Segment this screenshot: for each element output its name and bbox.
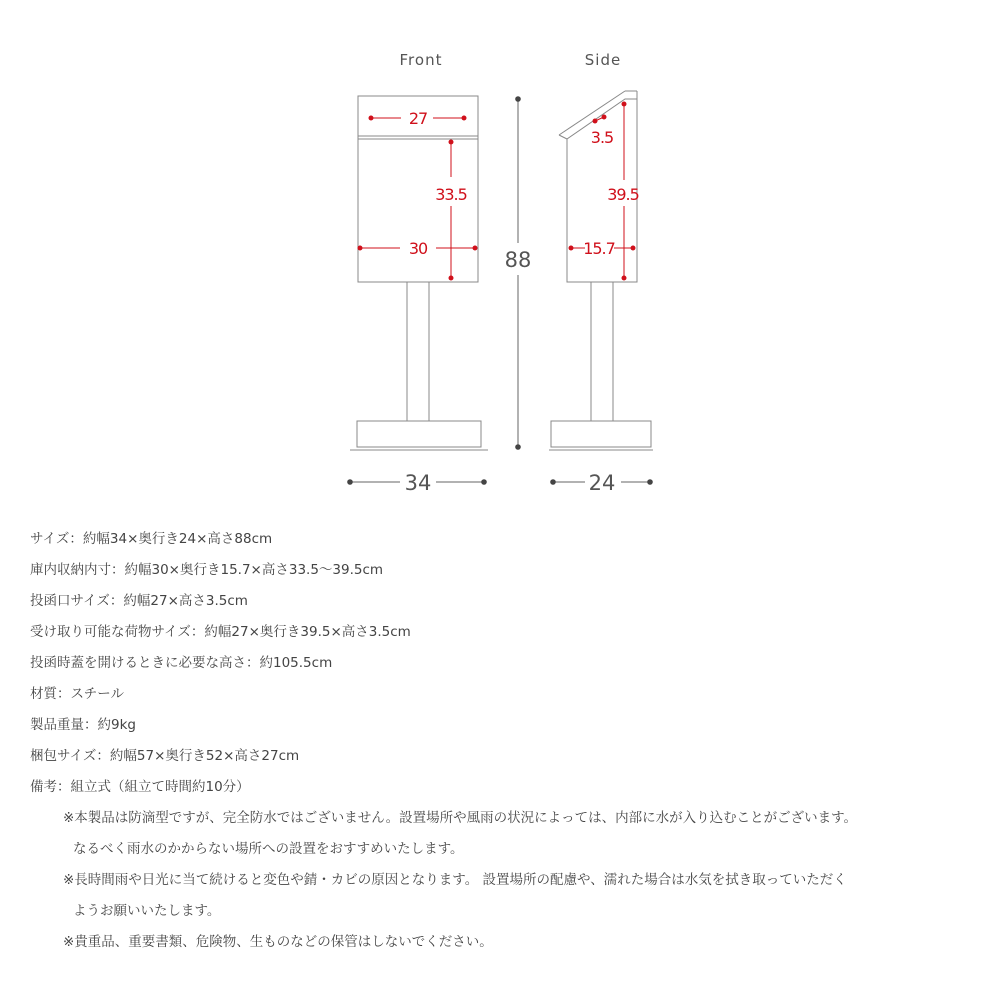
- spec-remarks: 備考：組立式（組立て時間約10分）: [30, 779, 250, 795]
- note-waterproof: ※本製品は防滴型ですが、完全防水ではございません。設置場所や風雨の状況によっては、内部に水が入り込むことがございます。: [63, 810, 858, 826]
- dim-point: [449, 276, 454, 281]
- spec-slot-size: 投函口サイズ：約幅27×高さ3.5cm: [30, 593, 248, 609]
- dim-point: [473, 246, 478, 251]
- dim-point: [602, 115, 607, 120]
- dim-point: [449, 140, 454, 145]
- front-total-width-dimension: [347, 471, 487, 495]
- front-slot-width-label: 27: [408, 109, 428, 128]
- side-inner-height-label: 39.5: [607, 185, 639, 204]
- side-total-depth-dimension: [550, 471, 653, 495]
- dim-point: [593, 119, 598, 124]
- dim-point: [622, 276, 627, 281]
- note-weather: ※長時間雨や日光に当て続けると変色や錆・カビの原因となります。 設置場所の配慮や、濡れた場合は水気を拭き取っていただく: [63, 872, 847, 888]
- note-waterproof-cont: なるべく雨水のかからない場所への設置をおすすめいたします。: [73, 841, 464, 857]
- spec-material: 材質：スチール: [30, 686, 124, 702]
- dim-point: [462, 116, 467, 121]
- spec-parcel-size: 受け取り可能な荷物サイズ：約幅27×奥行き39.5×高さ3.5cm: [30, 624, 411, 640]
- spec-lid-clearance: 投函時蓋を開けるときに必要な高さ：約105.5cm: [30, 655, 333, 671]
- dim-point: [515, 96, 521, 102]
- dim-point: [515, 444, 521, 450]
- dim-point: [481, 479, 487, 485]
- dim-point: [358, 246, 363, 251]
- front-total-width-label: 34: [404, 471, 432, 495]
- front-inner-width-label: 30: [408, 239, 428, 258]
- front-view-title: Front: [399, 51, 443, 69]
- front-inner-height-label: 33.5: [435, 185, 467, 204]
- side-base: [551, 421, 651, 447]
- dim-point: [569, 246, 574, 251]
- dim-point: [347, 479, 353, 485]
- side-inner-depth-label: 15.7: [583, 239, 615, 258]
- side-slot-height-label: 3.5: [590, 128, 614, 147]
- spec-list: [30, 527, 990, 961]
- front-view: [350, 96, 488, 450]
- spec-weight: 製品重量：約9kg: [30, 717, 136, 733]
- side-lid-back: [559, 135, 567, 139]
- note-weather-cont: ようお願いいたします。: [73, 903, 221, 919]
- dim-point: [631, 246, 636, 251]
- dim-point: [369, 116, 374, 121]
- spec-size: サイズ：約幅34×奥行き24×高さ88cm: [30, 531, 273, 547]
- total-height-dimension: [505, 96, 532, 450]
- side-view-title: Side: [584, 51, 622, 69]
- spec-inner-dimensions: 庫内収納内寸：約幅30×奥行き15.7×高さ33.5〜39.5cm: [30, 562, 384, 578]
- front-base: [357, 421, 481, 447]
- spec-package-size: 梱包サイズ：約幅57×奥行き52×高さ27cm: [30, 748, 300, 764]
- dim-point: [622, 102, 627, 107]
- note-storage: ※貴重品、重要書類、危険物、生ものなどの保管はしないでください。: [63, 934, 493, 950]
- dim-point: [647, 479, 653, 485]
- total-height-label: 88: [504, 248, 532, 272]
- side-total-depth-label: 24: [588, 471, 616, 495]
- dim-point: [550, 479, 556, 485]
